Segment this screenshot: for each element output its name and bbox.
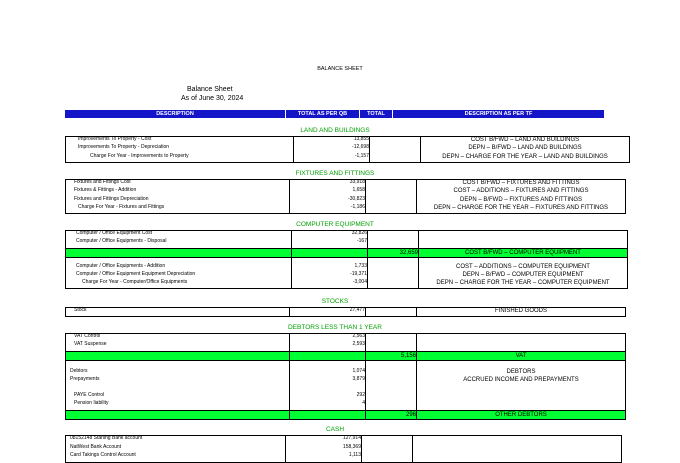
row-label: Card Takings Control Account: [70, 452, 136, 458]
row-label: Charge For Year - Fixtures and Fittings: [78, 203, 165, 210]
row-label: Fixtures & Fittings - Addition: [74, 187, 137, 194]
row-value: 4: [362, 400, 365, 407]
debtors-labels-a: [66, 334, 290, 352]
land-values: [294, 137, 370, 163]
row-value: 13,855: [353, 136, 369, 142]
row-value: 1,733: [354, 262, 367, 269]
fixtures-values: [290, 180, 366, 214]
row-tf: DEPN – B/FWD – FIXTURES AND FITTINGS: [459, 196, 582, 203]
computer-values-a: [292, 231, 368, 249]
table-computer: [65, 230, 628, 289]
computer-total-a: [368, 231, 419, 249]
debtors-tf-a: [417, 334, 626, 352]
row-value: -167: [356, 238, 367, 245]
row-value: -30,823: [348, 195, 365, 202]
row-value: 1,658: [352, 187, 365, 194]
row-tf: COST – ADDITIONS – COMPUTER EQUIPMENT: [456, 263, 590, 270]
section-title-fixtures: FIXTURES AND FITTINGS: [295, 170, 375, 177]
row-value: 2,563: [352, 333, 365, 339]
row-tf: DEPN – CHARGE FOR THE YEAR – LAND AND BUILDINGS: [442, 153, 608, 160]
subtotal-label: [66, 351, 290, 360]
row-tf: DEPN – CHARGE FOR THE YEAR – FIXTURES AND FITTINGS: [433, 204, 609, 211]
row-label: PAYE Control: [74, 392, 105, 399]
fixtures-total: [366, 180, 417, 214]
row-label: VAT Control: [74, 333, 101, 339]
section-title-stocks: STOCKS: [321, 298, 349, 305]
subtotal-label: [66, 410, 290, 419]
subtotal-value: [292, 248, 368, 257]
row-label: Improvements To Property - Depreciation: [78, 144, 170, 151]
land-labels: [66, 137, 294, 163]
stocks-values: [290, 308, 366, 317]
header-description: DESCRIPTION: [65, 110, 285, 118]
debtors-values-b: [290, 360, 366, 410]
subtotal-value: [290, 351, 366, 360]
section-title-computer: COMPUTER EQUIPMENT: [296, 221, 374, 228]
row-label: Pension liability: [74, 400, 109, 407]
subtotal-row: [66, 410, 626, 419]
subtotal-value: [290, 410, 366, 419]
row-label: VAT Suspense: [74, 341, 107, 348]
stocks-tf: [417, 308, 626, 317]
row-label: Computer / Office Equipments - Addition: [76, 262, 166, 269]
table-debtors: [65, 333, 626, 420]
land-total: [370, 137, 421, 163]
debtors-tf-b: [417, 360, 626, 410]
row-label: Fixtures and Fittings Depreciation: [74, 195, 149, 202]
computer-total-b: [368, 257, 419, 289]
header-total-qb: TOTAL AS PER QB: [286, 110, 359, 118]
row-value: -12,698: [352, 144, 369, 151]
row-label: Charge For Year - Improvements to Property: [90, 152, 189, 159]
row-label: Debtors: [70, 367, 88, 374]
row-tf: COST B/FWD – LAND AND BUILDINGS: [470, 137, 580, 143]
report-title-block: [181, 85, 243, 103]
report-date: As of June 30, 2024: [181, 95, 244, 102]
debtors-labels-b: [66, 360, 290, 410]
row-value: 3,879: [352, 375, 365, 382]
subtotal-total: 32,659: [368, 248, 419, 257]
row-label: Computer / Office Equipments - Disposal: [76, 238, 167, 245]
debtors-values-a: [290, 334, 366, 352]
computer-tf-a: [419, 231, 628, 249]
header-description-tf: DESCRIPTION AS PER TF: [393, 110, 604, 118]
cash-total: [362, 436, 413, 463]
row-value: 1,113: [348, 452, 361, 458]
row-value: 33,918: [349, 179, 365, 185]
row-label: Stock: [74, 307, 87, 313]
land-tf: [421, 137, 630, 163]
subtotal-tf: COST B/FWD – COMPUTER EQUIPMENT: [419, 248, 628, 257]
row-value: 1,074: [352, 367, 365, 374]
row-label: NatWest Bank Account: [70, 443, 122, 450]
row-value: 292: [356, 392, 365, 399]
row-tf: DEPN – B/FWD – LAND AND BUILDINGS: [468, 145, 582, 152]
row-value: 2,593: [352, 341, 365, 348]
computer-tf-b: [419, 257, 628, 289]
section-title-land: LAND AND BUILDINGS: [300, 127, 370, 134]
row-label: Computer / Office Equipment Equipment Depreciation: [76, 270, 196, 277]
row-label: Computer / Office Equipment Cost: [76, 230, 153, 236]
row-value: 127,914: [342, 435, 361, 441]
row-tf: COST B/FWD – FIXTURES AND FITTINGS: [462, 180, 580, 186]
header-total: TOTAL: [360, 110, 392, 118]
section-title-cash: CASH: [325, 426, 345, 433]
spacer: [290, 385, 365, 393]
stocks-labels: [66, 308, 290, 317]
debtors-total-a: [366, 334, 417, 352]
row-label: Improvements To Property - Cost: [78, 136, 152, 142]
table-land: [65, 136, 630, 163]
row-tf: FINISHED GOODS: [494, 308, 547, 314]
computer-labels-b: [66, 257, 292, 289]
section-title-debtors: DEBTORS LESS THAN 1 YEAR: [288, 324, 382, 331]
cash-tf: [413, 436, 622, 463]
fixtures-labels: [66, 180, 290, 214]
row-tf: DEPN – CHARGE FOR THE YEAR – COMPUTER EQUIPMENT: [436, 280, 610, 287]
table-cash: [65, 435, 622, 463]
row-label: Charge For Year - Computer/Office Equipments: [82, 279, 188, 286]
row-label: 08152148 Starling Bank account: [70, 435, 143, 441]
row-tf: ACCRUED INCOME AND PREPAYMENTS: [463, 376, 579, 383]
computer-labels-a: [66, 231, 292, 249]
table-fixtures: [65, 179, 626, 214]
debtors-total-b: [366, 360, 417, 410]
row-tf: COST – ADDITIONS – FIXTURES AND FITTINGS: [453, 188, 589, 195]
row-value: 158,369: [342, 443, 361, 450]
subtotal-total: 5,156: [366, 351, 417, 360]
fixtures-tf: [417, 180, 626, 214]
subtotal-total: 296: [366, 410, 417, 419]
row-tf: DEBTORS: [506, 368, 536, 375]
cash-values: [286, 436, 362, 463]
subtotal-row: [66, 351, 626, 360]
report-title: Balance Sheet: [187, 86, 233, 93]
row-value: -1,157: [354, 152, 369, 159]
row-value: 32,826: [351, 230, 367, 236]
subtotal-tf: OTHER DEBTORS: [417, 410, 626, 419]
cash-labels: [66, 436, 286, 463]
row-label: Prepayments: [70, 375, 100, 382]
row-value: -3,004: [352, 279, 367, 286]
row-value: -1,186: [350, 203, 365, 210]
subtotal-row: [66, 248, 628, 257]
row-tf: DEPN – B/FWD – COMPUTER EQUIPMENT: [462, 271, 584, 278]
row-value: 27,477: [349, 307, 365, 313]
stocks-total: [366, 308, 417, 317]
computer-values-b: [292, 257, 368, 289]
document-title: BALANCE SHEET: [317, 66, 363, 72]
subtotal-label: [66, 248, 292, 257]
row-value: -19,371: [350, 270, 367, 277]
table-stocks: [65, 307, 626, 317]
subtotal-tf: VAT: [417, 351, 626, 360]
row-label: Fixtures and Fittings Cost: [74, 179, 131, 185]
